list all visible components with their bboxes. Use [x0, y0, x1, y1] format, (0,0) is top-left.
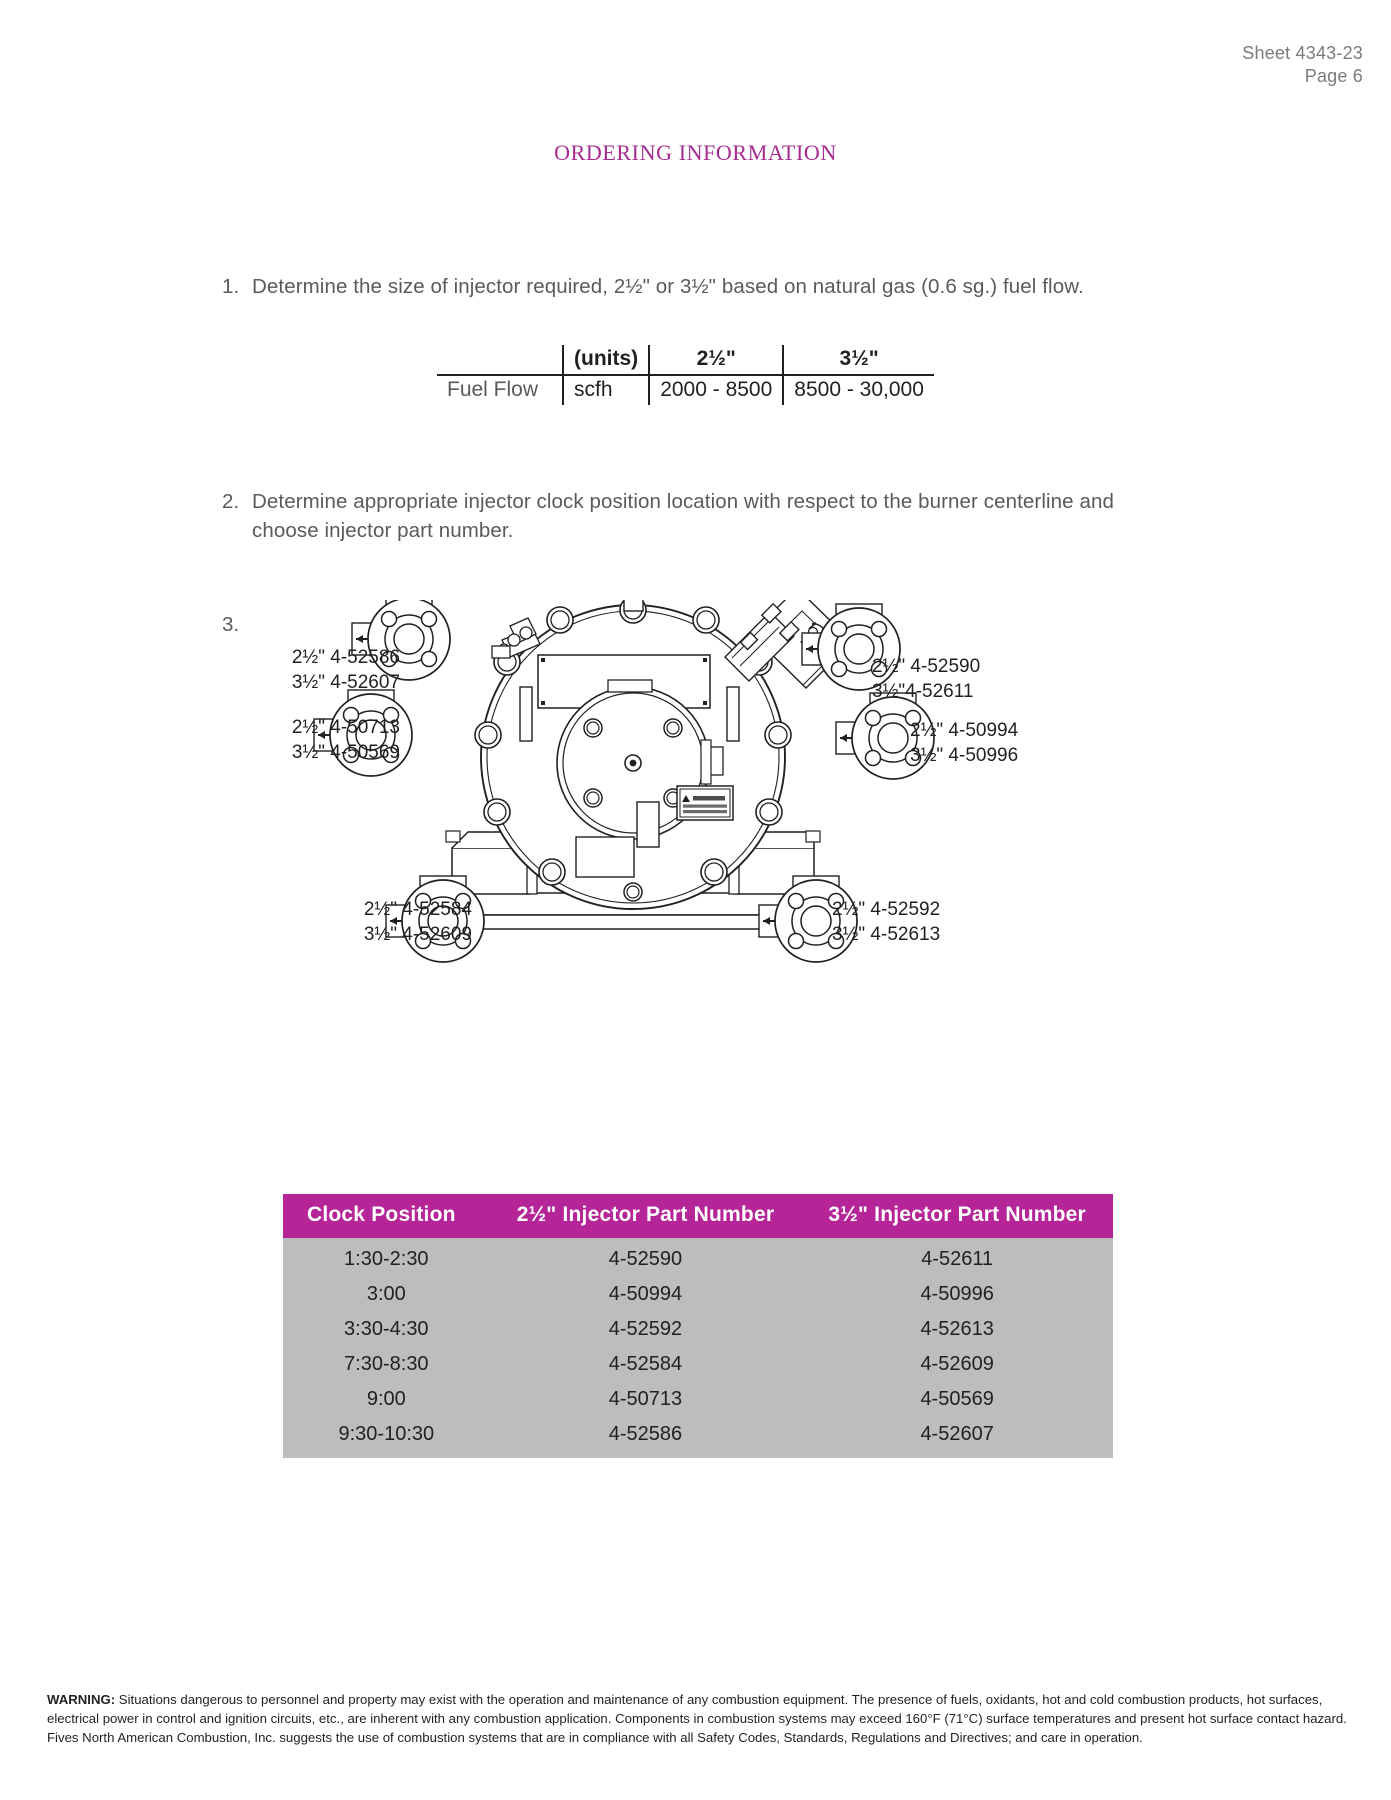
parts-cell-3half: 4-52607 — [801, 1417, 1113, 1458]
fuelflow-col-units: (units) — [563, 345, 649, 375]
parts-cell-2half: 4-52592 — [490, 1312, 802, 1347]
page-title: ORDERING INFORMATION — [554, 140, 837, 165]
footer-warning-tag: WARNING: — [47, 1692, 116, 1707]
parts-cell-3half: 4-50569 — [801, 1382, 1113, 1417]
parts-cell-2half: 4-50994 — [490, 1277, 802, 1312]
parts-cell-3half: 4-50996 — [801, 1277, 1113, 1312]
sheet-header — [1242, 42, 1363, 88]
table-header-row — [283, 1194, 1113, 1238]
parts-cell-clock: 9:00 — [283, 1382, 490, 1417]
parts-cell-2half: 4-52584 — [490, 1347, 802, 1382]
parts-cell-clock: 1:30-2:30 — [283, 1238, 490, 1277]
diagram-label-bottom-right-line2: 3½" 4-52613 — [832, 924, 941, 946]
parts-col-2half-part: 2½" Injector Part Number — [490, 1194, 802, 1238]
diagram-label-top-right-line2: 3½"4-52611 — [872, 681, 974, 703]
step-2 — [222, 487, 1122, 545]
diagram-label-top-left-line1: 2½" 4-52586 — [291, 647, 400, 668]
fuelflow-row-2half: 2000 - 8500 — [649, 375, 783, 405]
parts-cell-clock: 3:00 — [283, 1277, 490, 1312]
diagram-label-top-right-line1: 2½" 4-52590 — [872, 656, 981, 677]
table-row — [283, 1312, 1113, 1347]
diagram-label-mid-right-line1: 2½" 4-50994 — [910, 720, 1019, 741]
diagram-label-mid-right-line2: 3½" 4-50996 — [910, 745, 1019, 767]
fuelflow-row-units: scfh — [563, 375, 649, 405]
step-3-number: 3. — [222, 613, 240, 636]
parts-cell-3half: 4-52609 — [801, 1347, 1113, 1382]
diagram-label-top-right — [872, 654, 980, 704]
sheet-number: Sheet 4343-23 — [1242, 43, 1363, 63]
step-1 — [222, 272, 1172, 301]
diagram-label-mid-left — [202, 715, 400, 765]
table-row — [283, 1347, 1113, 1382]
parts-cell-3half: 4-52611 — [801, 1238, 1113, 1277]
fuelflow-col-blank — [437, 345, 563, 375]
parts-cell-2half: 4-52590 — [490, 1238, 802, 1277]
diagram-label-mid-left-line1: 2½" 4-50713 — [291, 717, 400, 738]
parts-cell-clock: 7:30-8:30 — [283, 1347, 490, 1382]
table-row — [283, 1277, 1113, 1312]
step-2-text: Determine appropriate injector clock position location with respect to the burner centerline and choose injector part number. — [252, 490, 1114, 543]
diagram-label-mid-right — [910, 718, 1018, 768]
diagram-label-mid-left-line2: 3½" 4-50569 — [291, 742, 400, 764]
table-row — [437, 375, 934, 405]
diagram-label-bottom-left — [272, 897, 472, 947]
injector-part-number-table — [283, 1194, 1113, 1458]
parts-cell-3half: 4-52613 — [801, 1312, 1113, 1347]
fuelflow-row-3half: 8500 - 30,000 — [783, 375, 934, 405]
fuelflow-row-label: Fuel Flow — [437, 375, 563, 405]
diagram-label-bottom-right-line1: 2½" 4-52592 — [832, 899, 941, 920]
page-number: Page 6 — [1304, 66, 1363, 87]
step-2-number: 2. — [222, 490, 240, 513]
table-header-row — [437, 345, 934, 375]
table-row — [283, 1417, 1113, 1458]
parts-cell-2half: 4-52586 — [490, 1417, 802, 1458]
parts-col-3half-part: 3½" Injector Part Number — [801, 1194, 1113, 1238]
fuel-flow-table — [437, 345, 934, 405]
table-row — [283, 1382, 1113, 1417]
burner-injector-diagram — [180, 600, 1220, 1020]
diagram-label-bottom-right — [832, 897, 940, 947]
diagram-label-top-left — [230, 645, 400, 695]
diagram-label-top-left-line2: 3½" 4-52607 — [291, 672, 400, 694]
warning-plate-icon — [677, 786, 733, 820]
table-row — [283, 1238, 1113, 1277]
fuelflow-col-2half: 2½" — [649, 345, 783, 375]
diagram-label-bottom-left-line2: 3½" 4-52609 — [363, 924, 472, 946]
parts-cell-clock: 9:30-10:30 — [283, 1417, 490, 1458]
diagram-label-bottom-left-line1: 2½" 4-52584 — [363, 899, 472, 920]
parts-cell-2half: 4-50713 — [490, 1382, 802, 1417]
parts-cell-clock: 3:30-4:30 — [283, 1312, 490, 1347]
footer-warning-text: Situations dangerous to personnel and property may exist with the operation and maintenance of any combustion equipment. The presence of fuels, oxidants, hot and cold combustion products, hot surfaces, electrical power in control and ignition circuits, etc., are inherent with any combustion application. Components in combustion systems may exceed 160°F (71°C) surface temperatures and present hot surface contact hazard. Fives North American Combustion, Inc. suggests the use of combustion systems that are in compliance with all Safety Codes, Standards, Regulations and Directives; and care in operation. — [47, 1692, 1347, 1746]
fuelflow-col-3half: 3½" — [783, 345, 934, 375]
parts-col-clock-position: Clock Position — [283, 1194, 490, 1238]
step-1-text: Determine the size of injector required, 2½" or 3½" based on natural gas (0.6 sg.) fuel flow. — [252, 275, 1084, 298]
footer-warning — [47, 1690, 1347, 1747]
step-1-number: 1. — [222, 275, 240, 298]
